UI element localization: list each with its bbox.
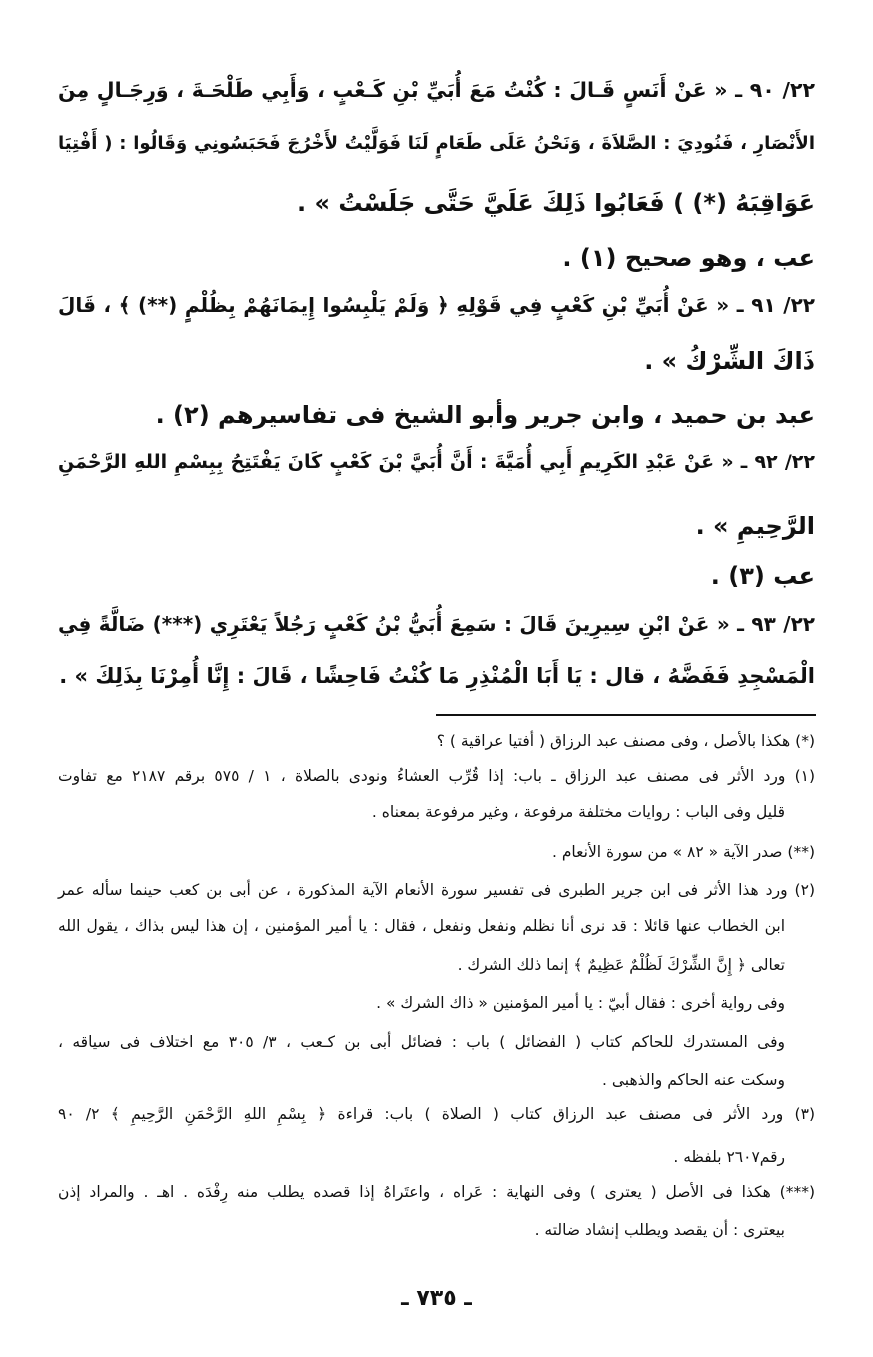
footnote-star-3-line-1: (***) هكذا فى الأصل ( يعترى ) وفى النهاية : عَراه ، واعتَراهُ إذا قصده يطلب منه رِفْدَه . اهـ . والمراد إذن bbox=[58, 1183, 815, 1201]
footnote-1-line-2: قليل وفى الباب : روايات مختلفة مرفوعة ، وغير مرفوعة بمعناه . bbox=[371, 803, 785, 821]
source-note-90: عب ، وهو صحيح (١) . bbox=[562, 244, 815, 272]
footnote-1-line-1: (١) ورد الأثر فى مصنف عبد الرزاق ـ باب: إذا قُرِّب العشاءُ ونودى بالصلاة ، ١ / ٥٧٥ برقم ٢١٨٧ مع تفاوت bbox=[58, 767, 816, 785]
source-note-92: عب (٣) . bbox=[710, 562, 815, 590]
hadith-93-line-2: الْمَسْجِدِ فَفَضَّهُ ، قال : يَا أَبَا الْمُنْذِرِ مَا كُنْتُ فَاحِشًا ، قَالَ : إِنَّا أُمِرْنَا بِذَلِكَ » . bbox=[59, 664, 815, 688]
footnote-2-line-5: وفى المستدرك للحاكم كتاب ( الفضائل ) باب : فضائل أبى بن كـعب ، ٣/ ٣٠٥ مع اختلاف فى سياقه ، bbox=[58, 1033, 785, 1051]
footnote-2-line-4: وفى رواية أخرى : فقال أبيّ : يا أمير المؤمنين « ذاك الشرك » . bbox=[376, 994, 785, 1012]
footnote-star-1: (*) هكذا بالأصل ، وفى مصنف عبد الرزاق ( أفتيا عراقية ) ؟ bbox=[436, 732, 815, 750]
hadith-90-line-2: الأَنْصَارِ ، فَنُودِيَ : الصَّلاَةَ ، وَنَحْنُ عَلَى طَعَامٍ لَنَا فَوَلَّيْتُ لأَخْرُجَ فَحَبَسُونِي وَقَالُوا : ( أَفْتِيَا bbox=[58, 133, 815, 154]
source-note-91: عبد بن حميد ، وابن جرير وأبو الشيخ فى تفاسيرهم (٢) . bbox=[155, 401, 815, 429]
footnote-2-line-3: تعالى ﴿ إِنَّ الشِّرْكَ لَظُلْمٌ عَظِيمٌ ﴾ إنما ذلك الشرك . bbox=[457, 956, 785, 974]
footnote-2-line-1: (٢) ورد هذا الأثر فى ابن جرير الطبرى فى تفسير سورة الأنعام الآية المذكورة ، عن أبى بن كعب حينما سأله عمر bbox=[58, 881, 815, 899]
hadith-92-line-1: ٢٢/ ٩٢ ـ « عَنْ عَبْدِ الكَرِيمِ أَبِي أُمَيَّةَ : أَنَّ أُبَيَّ بْنَ كَعْبٍ كَانَ يَفْتَتِحُ بِبِسْمِ اللهِ الرَّحْمَنِ bbox=[58, 451, 815, 473]
hadith-90-line-3: عَوَاقِبَهُ (*) ) فَعَابُوا ذَلِكَ عَلَيَّ حَتَّى جَلَسْتُ » . bbox=[296, 189, 815, 217]
footnote-2-line-2: ابن الخطاب عنها قائلا : قد نرى أنا نظلم ونفعل ونفعل ، فقال : يا أمير المؤمنين ، إن هذا ليس بذاك ، يقول الله bbox=[58, 917, 785, 935]
footnote-star-2: (**) صدر الآية « ٨٢ » من سورة الأنعام . bbox=[551, 843, 815, 861]
hadith-92-line-2: الرَّحِيمِ » . bbox=[695, 512, 815, 540]
hadith-91-line-2: ذَاكَ الشِّرْكُ » . bbox=[644, 347, 815, 375]
footnote-2-line-6: وسكت عنه الحاكم والذهبى . bbox=[602, 1071, 785, 1089]
hadith-91-line-1: ٢٢/ ٩١ ـ « عَنْ أُبَيِّ بْنِ كَعْبٍ فِي قَوْلِهِ ﴿ وَلَمْ يَلْبِسُوا إِيمَانَهُمْ بِظُلْمٍ (**) ﴾ ، قَالَ bbox=[58, 293, 815, 317]
footnote-3-line-1: (٣) ورد الأثر فى مصنف عبد الرزاق كتاب ( الصلاة ) باب: قراءة ﴿ بِسْمِ اللهِ الرَّحْمَنِ الرَّحِيمِ ﴾ ٢/ ٩٠ bbox=[58, 1105, 815, 1123]
footnote-3-line-2: رقم٢٦٠٧ بلفظه . bbox=[673, 1148, 785, 1166]
footnote-star-3-line-2: بيعترى : أن يقصد ويطلب إنشاد ضالته . bbox=[534, 1221, 785, 1239]
page-number: ـ ٧٣٥ ـ bbox=[401, 1286, 472, 1311]
footnote-separator bbox=[436, 714, 816, 716]
hadith-93-line-1: ٢٢/ ٩٣ ـ « عَنْ ابْنِ سِيرِينَ قَالَ : سَمِعَ أُبَيُّ بْنُ كَعْبٍ رَجُلاً يَعْتَرِي (***) ضَالَّةً فِي bbox=[58, 612, 815, 636]
hadith-90-line-1: ٢٢/ ٩٠ ـ « عَنْ أَنَسٍ قَـالَ : كُنْتُ مَعَ أُبَيِّ بْنِ كَـعْبٍ ، وَأَبِي طَلْحَـةَ ، وَرِجَـالٍ مِنَ bbox=[58, 78, 816, 102]
